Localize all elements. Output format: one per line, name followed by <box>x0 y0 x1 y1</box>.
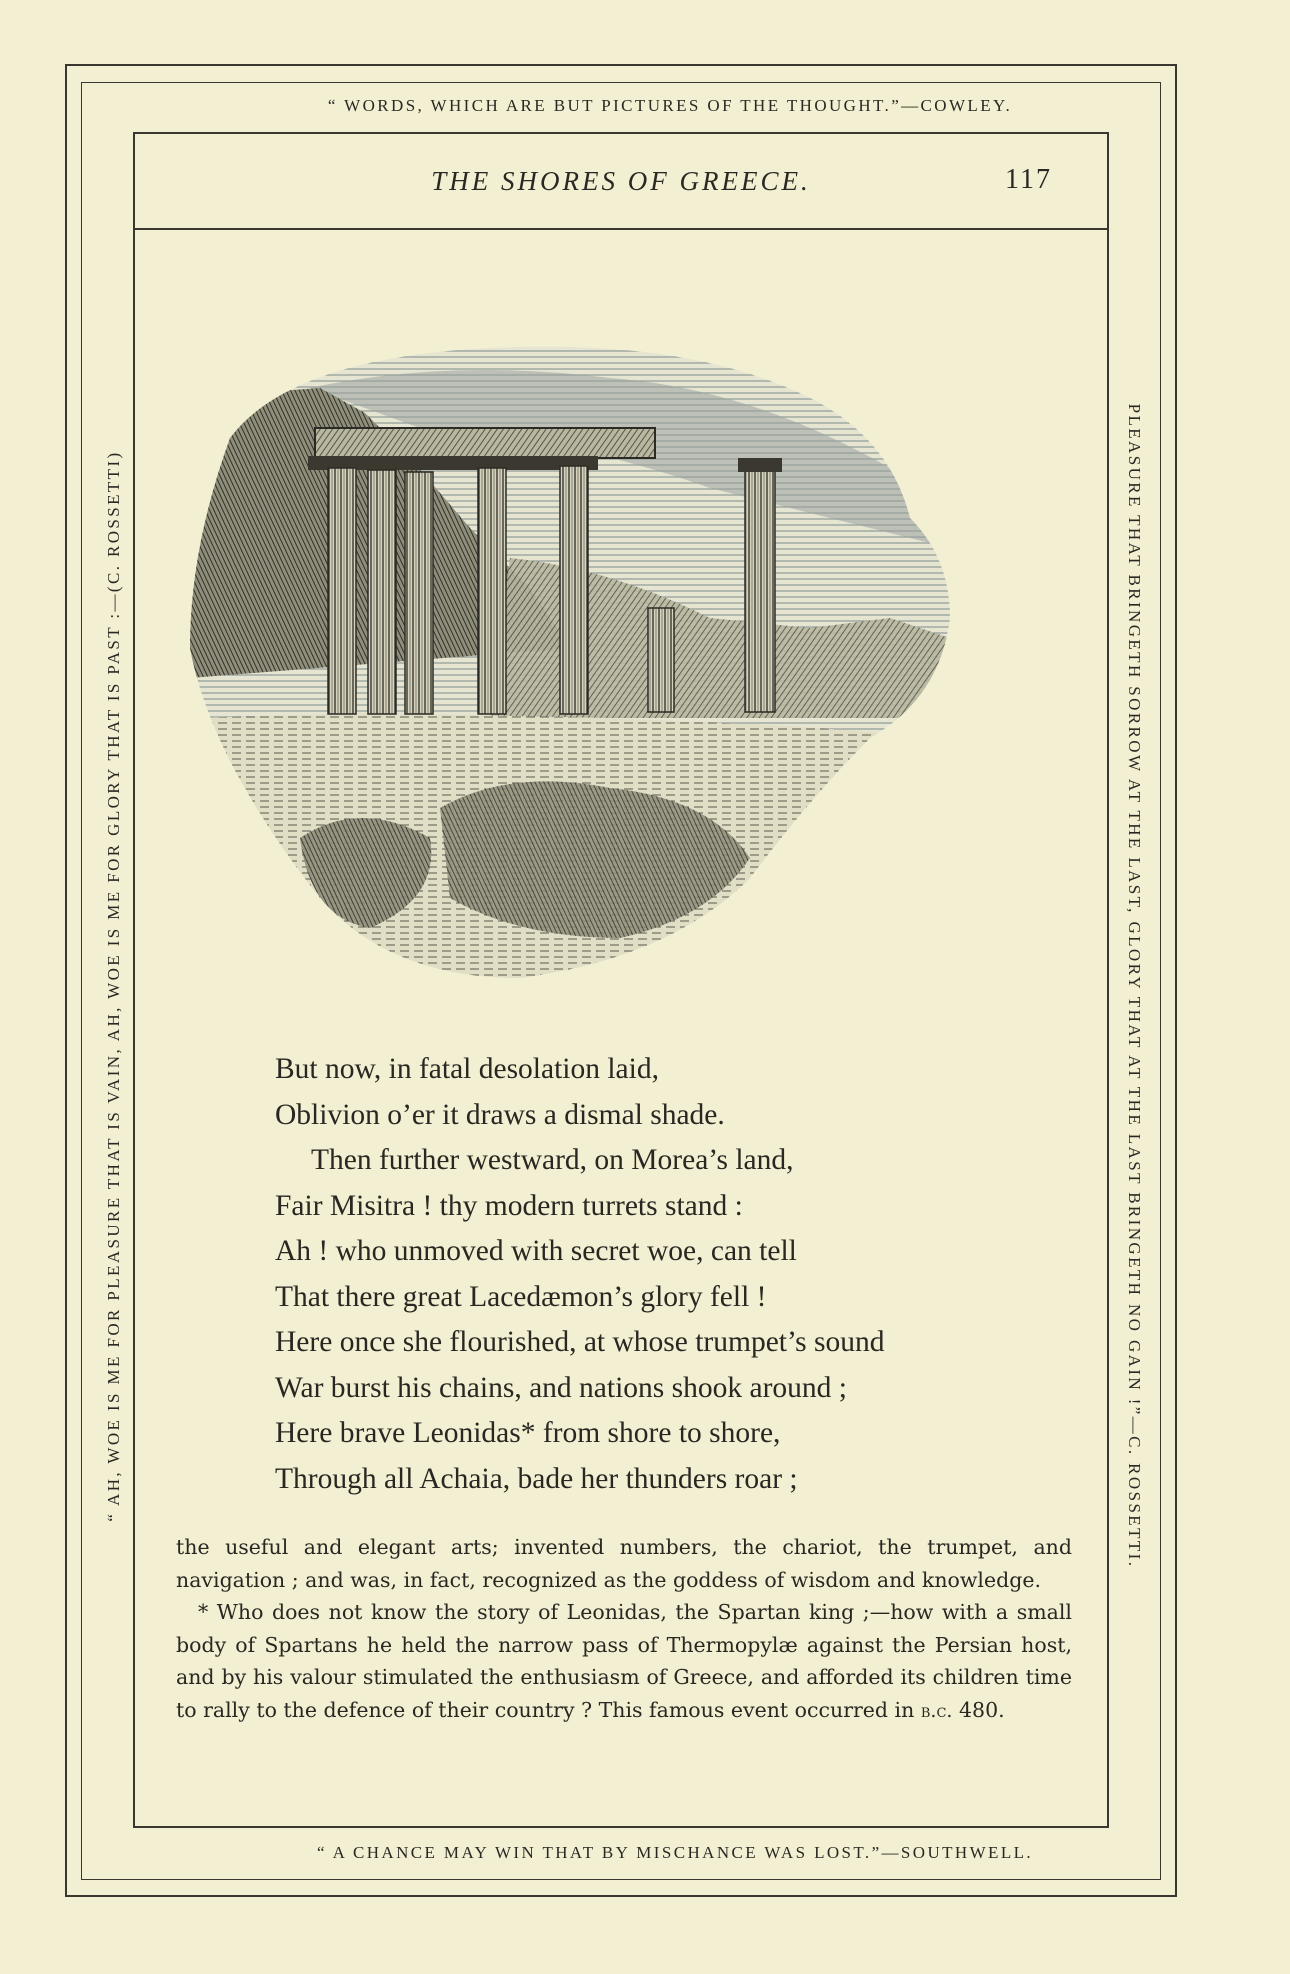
poem-line: Here once she flourished, at whose trumpet’s sound <box>275 1326 885 1358</box>
poem-line: Fair Misitra ! thy modern turrets stand : <box>275 1189 743 1222</box>
running-head: THE SHORES OF GREECE. <box>431 166 811 196</box>
footnote-leonidas-text: * Who does not know the story of Leonidas, the Spartan king ;—how with a small body of Spartans he held the narrow pass of Thermopylæ against the Persian host, and by his valour stimulated the enthusiasm of Greece, and afforded its children time to rally to the defence of their country ? This famous event occurred in <box>176 1600 1072 1722</box>
poem-line: War burst his chains, and nations shook around ; <box>275 1371 847 1404</box>
footnotes <box>176 1531 1072 1727</box>
poem-line: Ah ! who unmoved with secret woe, can tell <box>275 1235 797 1267</box>
border-quote-top: “ WORDS, WHICH ARE BUT PICTURES OF THE THOUGHT.”—COWLEY. <box>327 96 1013 115</box>
temple-ruins-engraving <box>190 318 1050 998</box>
poem-line: Here brave Leonidas* from shore to shore, <box>275 1417 781 1449</box>
header-rule <box>133 228 1109 230</box>
poem-line: Then further westward, on Morea’s land, <box>311 1144 794 1176</box>
poem <box>275 1047 1055 1502</box>
border-quote-left: “ AH, WOE IS ME FOR PLEASURE THAT IS VAIN, AH, WOE IS ME FOR GLORY THAT IS PAST :—(C. ROSSETTI) <box>104 450 123 1522</box>
border-quote-bottom: “ A CHANCE MAY WIN THAT BY MISCHANCE WAS LOST.”—SOUTHWELL. <box>316 1843 1034 1862</box>
poem-line: Oblivion o’er it draws a dismal shade. <box>275 1098 725 1131</box>
footnote-era: b.c. <box>920 1699 953 1722</box>
border-quote-right: PLEASURE THAT BRINGETH SORROW AT THE LAST, GLORY THAT AT THE LAST BRINGETH NO GAIN !”—C. ROSSETTI. <box>1125 403 1144 1569</box>
poem-line: But now, in fatal desolation laid, <box>275 1053 659 1085</box>
page-number: 117 <box>1005 164 1052 195</box>
poem-line: That there great Lacedæmon’s glory fell ! <box>275 1280 767 1313</box>
footnote-continued: the useful and elegant arts; invented numbers, the chariot, the trumpet, and navigation ; and was, in fact, recognized as the goddess of wisdom and knowledge. <box>176 1535 1072 1592</box>
poem-line: Through all Achaia, bade her thunders roar ; <box>275 1462 798 1495</box>
footnote-year: 480. <box>958 1697 1005 1722</box>
footnote-leonidas <box>176 1596 1072 1727</box>
